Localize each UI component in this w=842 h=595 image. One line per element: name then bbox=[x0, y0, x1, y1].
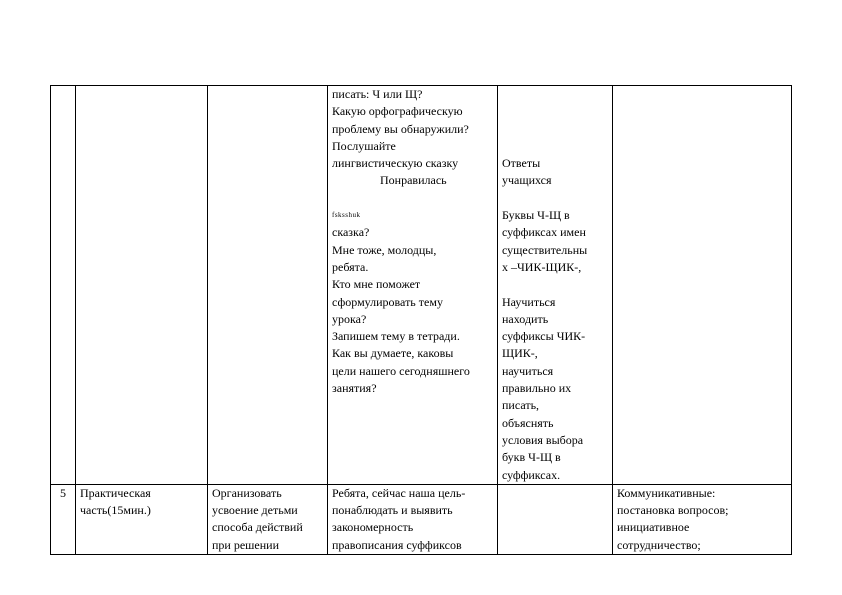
goal-line: при решении bbox=[212, 537, 280, 552]
student-line: Ответы bbox=[502, 156, 541, 171]
teacher-line: закономерность bbox=[332, 520, 414, 535]
cell-uud bbox=[613, 484, 792, 554]
student-line: суффиксы ЧИК- bbox=[502, 329, 586, 344]
row-number: 5 bbox=[60, 485, 66, 500]
student-line: условия выбора bbox=[502, 432, 584, 447]
cell-stage bbox=[76, 484, 208, 554]
teacher-line: сформулировать тему bbox=[332, 294, 443, 309]
teacher-tiny-text: fsksshuk bbox=[332, 211, 361, 220]
cell-goal bbox=[208, 86, 328, 485]
lesson-plan-table bbox=[50, 85, 792, 555]
teacher-line: Запишем тему в тетради. bbox=[332, 329, 460, 344]
teacher-line: Послушайте bbox=[332, 138, 396, 153]
teacher-line: понаблюдать и выявить bbox=[332, 503, 453, 518]
teacher-line: Ребята, сейчас наша цель- bbox=[332, 485, 466, 500]
student-line: Научиться bbox=[502, 294, 556, 309]
teacher-line: проблему вы обнаружили? bbox=[332, 121, 469, 136]
table-row bbox=[51, 484, 792, 554]
teacher-line: ребята. bbox=[332, 259, 369, 274]
teacher-line: цели нашего сегодняшнего bbox=[332, 363, 470, 378]
student-line: суффиксах. bbox=[502, 467, 561, 482]
teacher-line: Мне тоже, молодцы, bbox=[332, 242, 437, 257]
teacher-line: сказка? bbox=[332, 225, 370, 240]
cell-number bbox=[51, 484, 76, 554]
cell-student-activity bbox=[498, 86, 613, 485]
uud-line: инициативное bbox=[617, 520, 690, 535]
student-line: объяснять bbox=[502, 415, 554, 430]
cell-uud bbox=[613, 86, 792, 485]
stage-line: Практическая bbox=[80, 485, 151, 500]
student-line: учащихся bbox=[502, 173, 552, 188]
table-row bbox=[51, 86, 792, 485]
cell-stage bbox=[76, 86, 208, 485]
student-line: Буквы Ч-Щ в bbox=[502, 208, 570, 223]
uud-line: сотрудничество; bbox=[617, 537, 701, 552]
cell-student-activity bbox=[498, 484, 613, 554]
student-line: букв Ч-Щ в bbox=[502, 450, 561, 465]
goal-line: способа действий bbox=[212, 520, 303, 535]
cell-goal bbox=[208, 484, 328, 554]
uud-line: постановка вопросов; bbox=[617, 503, 729, 518]
cell-teacher-activity bbox=[328, 86, 498, 485]
teacher-line: Как вы думаете, каковы bbox=[332, 346, 454, 361]
teacher-line: Какую орфографическую bbox=[332, 104, 463, 119]
teacher-line: Кто мне поможет bbox=[332, 277, 421, 292]
student-line: суффиксах имен bbox=[502, 225, 586, 240]
student-line: писать, bbox=[502, 398, 540, 413]
student-line: существительны bbox=[502, 242, 588, 257]
student-line: научиться bbox=[502, 363, 554, 378]
student-line: правильно их bbox=[502, 381, 572, 396]
teacher-line: писать: Ч или Щ? bbox=[332, 87, 423, 101]
teacher-line: лингвистическую сказку bbox=[332, 156, 459, 171]
student-line: ЩИК-, bbox=[502, 346, 538, 361]
cell-teacher-activity bbox=[328, 484, 498, 554]
stage-line: часть(15мин.) bbox=[80, 503, 151, 518]
uud-line: Коммуникативные: bbox=[617, 485, 716, 500]
teacher-line: Понравилась bbox=[380, 173, 447, 188]
teacher-line: правописания суффиксов bbox=[332, 537, 462, 552]
teacher-line: урока? bbox=[332, 311, 367, 326]
student-line: находить bbox=[502, 311, 549, 326]
goal-line: Организовать bbox=[212, 485, 282, 500]
goal-line: усвоение детьми bbox=[212, 503, 298, 518]
teacher-line: занятия? bbox=[332, 381, 377, 396]
cell-number bbox=[51, 86, 76, 485]
student-line: х –ЧИК-ЩИК-, bbox=[502, 259, 582, 274]
